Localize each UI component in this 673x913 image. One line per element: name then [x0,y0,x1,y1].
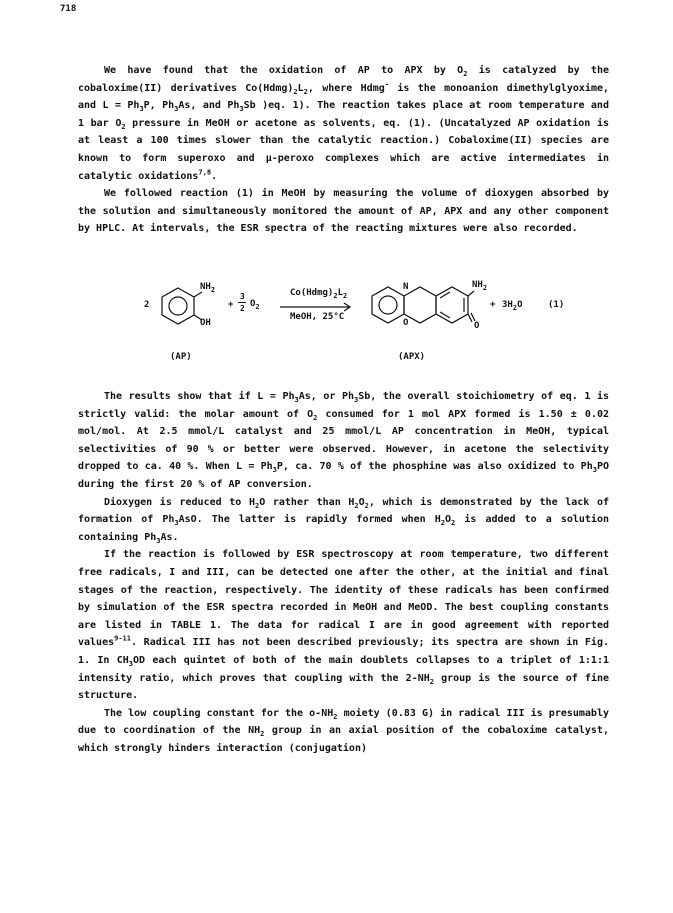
apx-carbonyl-oxygen: O [474,321,480,331]
ap-coefficient: 2 [144,300,150,310]
ap-amino-label: $NH_2$ [200,282,216,294]
label-ap: (AP) [170,352,192,362]
paragraph-3: The results show that if $L = Ph_3As$, or $Ph_3Sb$, the overall stoichiometry of eq. 1 is strictly valid: the molar amount of $O_2$ consumed for 1 mol APX formed is 1.50 ± 0.02 mol/mol. At 2.5 mmol/L catalyst and 25 mmol/L AP concentration in MeOH, typical selectivities of 90 % or better were observed. However, in acetone the selectivity dropped to ca. 40 %. When $L = Ph_3P$, ca. 70 % of the phosphine was also oxidized to $Ph_3PO$ during the first 20 % of AP conversion. [78,391,609,490]
plus-sign-1: + [228,300,234,310]
paragraph-2: We followed reaction (1) in MeOH by measuring the volume of dioxygen absorbed by the solution and simultaneously monitored the amount of AP, APX and any other component by HPLC. At intervals, the ESR spectra of the reacting mixtures were also recorded. [78,188,609,235]
label-apx: (APX) [398,352,426,362]
oxygen-reactant: $O_2$ [250,299,260,311]
body-text-top [78,62,609,238]
fraction-bar [238,302,246,303]
apx-phenoxazine-rings [372,287,475,323]
page-number: 718 [60,4,77,14]
plus-sign-2: + [490,300,496,310]
reaction-arrow [280,303,350,311]
paragraph-5: If the reaction is followed by ESR spectroscopy at room temperature, two different free radicals, I and III, can be detected one after the other, at the initial and final stages of the reaction, respectively. The identity of these radicals has been confirmed by simulation of the ESR spectra recorded in MeOH and MeOD. The best coupling constants are listed in TABLE 1. The data for radical I are in good agreement with reported values$^{9-11}$. Radical III has not been described previously; its spectra are shown in Fig. 1. In $CH_3OD$ each quintet of both of the main doublets collapses to a triplet of 1:1:1 intensity ratio, which proves that coupling with the $2-NH_2$ group is the source of fine structure. [78,549,610,702]
apx-oxygen-label: O [403,318,409,328]
water-product: $3H_2O$ [502,300,523,312]
ap-benzene-ring [162,288,202,324]
paragraph-6: The low coupling constant for the $o-NH_2$ moiety (0.83 G) in radical III is presumably due to coordination of the $NH_2$ group in an axial position of the cobaloxime catalyst, which strongly hinders interaction (conjugation) [78,707,609,754]
body-text-bottom [78,388,609,757]
paragraph-1: We have found that the oxidation of AP to APX by $O_2$ is catalyzed by the cobaloxime(II) derivatives $Co(Hdmg)_2L_2$, where Hdmg- is the monoanion dimethylglyoxime, and $L = Ph_3P$, $Ph_3As$, and $Ph_3Sb$ )eq. 1). The reaction takes place at room temperature and 1 bar $O_2$ pressure in MeOH or acetone as solvents, eq. (1). (Uncatalyzed AP oxidation is at least a 100 times slower than the catalytic reaction.) Cobaloxime(II) species are known to form superoxo and μ-peroxo complexes which are active intermediates in catalytic oxidations$^{7,8}$. [78,65,609,182]
fraction-denominator: 2 [240,304,245,313]
apx-amino-label: $NH_2$ [472,280,488,292]
catalyst-label: $Co(Hdmg)_2L_2$ [290,288,348,300]
apx-nitrogen-label: N [403,282,409,292]
equation-number: (1) [548,300,565,310]
reaction-equation [140,280,600,366]
fraction-numerator: 3 [240,292,245,301]
paragraph-4: Dioxygen is reduced to $H_2O$ rather than $H_2O_2$, which is demonstrated by the lack of formation of $Ph_3AsO$. The latter is rapidly formed when $H_2O_2$ is added to a solution containing $Ph_3As$. [78,496,609,545]
ap-hydroxyl-label: OH [200,318,211,328]
reaction-conditions: MeOH, 25°C [290,312,345,322]
